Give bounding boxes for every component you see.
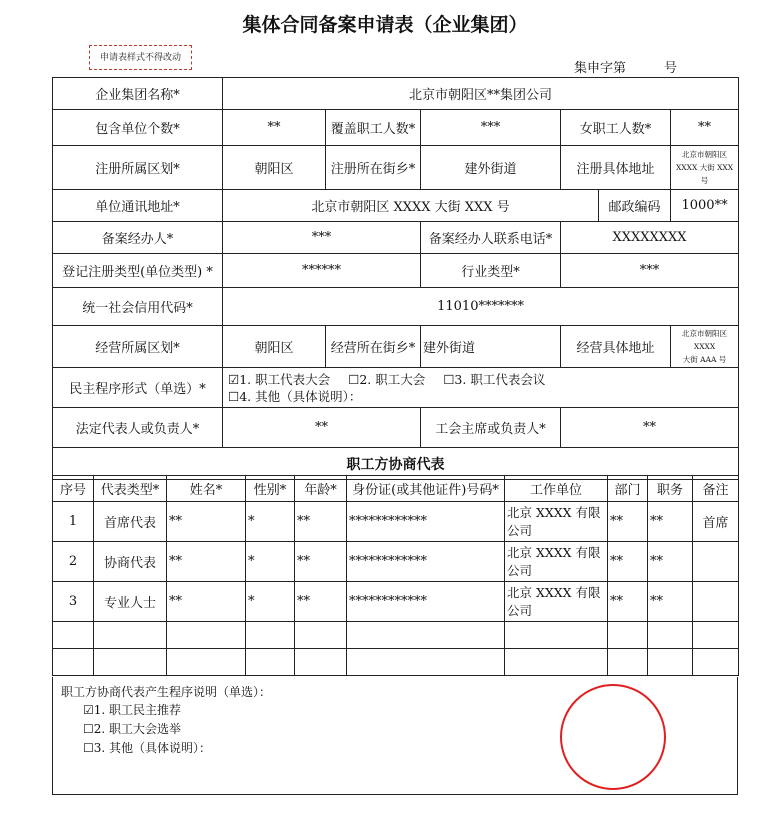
col-type: 代表类型* <box>94 476 167 502</box>
reps-section-title: 职工方协商代表 <box>53 448 739 480</box>
empty-cell[interactable] <box>648 622 693 649</box>
mail-address-label: 单位通讯地址* <box>53 190 223 222</box>
enterprise-info-table <box>52 77 739 480</box>
rep-name[interactable]: ** <box>167 502 246 542</box>
rep-unit-line1: 北京 XXXX 有限 <box>507 504 601 520</box>
rep-type[interactable]: 专业人士 <box>94 582 167 622</box>
units-value[interactable]: ** <box>223 110 326 146</box>
rep-id[interactable]: ************ <box>347 502 505 542</box>
empty-cell[interactable] <box>295 622 347 649</box>
page-title: 集体合同备案申请表（企业集团） <box>242 14 528 36</box>
rep-position[interactable]: ** <box>648 502 693 542</box>
col-unit: 工作单位 <box>505 476 608 502</box>
empty-cell[interactable] <box>53 622 94 649</box>
agent-value[interactable]: *** <box>223 222 421 254</box>
op-street-value[interactable]: 建外街道 <box>421 326 561 368</box>
rep-remark[interactable] <box>693 582 739 622</box>
rep-unit-line1: 北京 XXXX 有限 <box>507 544 601 560</box>
rep-position[interactable]: ** <box>648 542 693 582</box>
empty-cell[interactable] <box>94 622 167 649</box>
op-district-label: 经营所属区划* <box>53 326 223 368</box>
rep-unit[interactable] <box>505 542 608 582</box>
postcode-label: 邮政编码 <box>599 190 671 222</box>
procedure-option-2[interactable]: ☐2. 职工大会选举 <box>83 722 182 736</box>
empty-cell[interactable] <box>246 622 295 649</box>
col-age: 年龄* <box>295 476 347 502</box>
rep-no: 1 <box>53 502 94 542</box>
reg-type-label: 登记注册类型(单位类型) * <box>53 254 223 288</box>
rep-no: 3 <box>53 582 94 622</box>
group-name-value[interactable]: 北京市朝阳区**集团公司 <box>223 78 739 110</box>
col-no: 序号 <box>53 476 94 502</box>
democracy-option-3[interactable]: ☐3. 职工代表会议 <box>443 371 546 387</box>
rep-name[interactable]: ** <box>167 582 246 622</box>
industry-value[interactable]: *** <box>561 254 739 288</box>
col-position: 职务 <box>648 476 693 502</box>
rep-id[interactable]: ************ <box>347 542 505 582</box>
rep-unit-line2: 公司 <box>507 562 533 578</box>
rep-id[interactable]: ************ <box>347 582 505 622</box>
empty-cell[interactable] <box>347 622 505 649</box>
rep-age[interactable]: ** <box>295 582 347 622</box>
agent-label: 备案经办人* <box>53 222 223 254</box>
units-label: 包含单位个数* <box>53 110 223 146</box>
rep-gender[interactable]: * <box>246 502 295 542</box>
reg-address-line2: XXXX 大街 XXX 号 <box>675 163 734 185</box>
record-number <box>574 57 677 76</box>
rep-dept[interactable]: ** <box>608 542 648 582</box>
op-street-label: 经营所在街乡* <box>326 326 421 368</box>
empty-cell[interactable] <box>505 622 608 649</box>
empty-cell[interactable] <box>295 649 347 676</box>
reps-table <box>52 475 739 676</box>
democracy-options <box>223 368 739 408</box>
rep-no: 2 <box>53 542 94 582</box>
record-number-suffix: 号 <box>664 61 678 76</box>
empty-cell[interactable] <box>608 622 648 649</box>
mail-address-value[interactable]: 北京市朝阳区 XXXX 大街 XXX 号 <box>223 190 599 222</box>
credit-code-value[interactable]: 11010******* <box>223 288 739 326</box>
op-address-line2: 大街 AAA 号 <box>682 355 727 364</box>
legal-rep-value[interactable]: ** <box>223 408 421 448</box>
democracy-option-4[interactable]: ☐4. 其他（具体说明）： <box>228 388 362 404</box>
op-address-value[interactable] <box>671 326 739 368</box>
rep-name[interactable]: ** <box>167 542 246 582</box>
rep-remark[interactable] <box>693 542 739 582</box>
empty-cell[interactable] <box>167 622 246 649</box>
table-row <box>53 502 739 542</box>
rep-unit-line1: 北京 XXXX 有限 <box>507 584 601 600</box>
reg-district-value[interactable]: 朝阳区 <box>223 146 326 190</box>
op-address-label: 经营具体地址 <box>561 326 671 368</box>
reg-address-value[interactable] <box>671 146 739 190</box>
covered-label: 覆盖职工人数* <box>326 110 421 146</box>
reg-street-value[interactable]: 建外街道 <box>421 146 561 190</box>
form-style-note: 申请表样式不得改动 <box>89 45 192 70</box>
rep-remark[interactable]: 首席 <box>693 502 739 542</box>
empty-cell[interactable] <box>693 622 739 649</box>
group-name-label: 企业集团名称* <box>53 78 223 110</box>
empty-cell[interactable] <box>94 649 167 676</box>
col-remark: 备注 <box>693 476 739 502</box>
reg-street-label: 注册所在街乡* <box>326 146 421 190</box>
rep-unit[interactable] <box>505 582 608 622</box>
legal-rep-label: 法定代表人或负责人* <box>53 408 223 448</box>
rep-position[interactable]: ** <box>648 582 693 622</box>
postcode-value[interactable]: 1000** <box>671 190 739 222</box>
union-chair-label: 工会主席或负责人* <box>421 408 561 448</box>
col-gender: 性别* <box>246 476 295 502</box>
rep-dept[interactable]: ** <box>608 582 648 622</box>
rep-type[interactable]: 协商代表 <box>94 542 167 582</box>
rep-unit[interactable] <box>505 502 608 542</box>
col-dept: 部门 <box>608 476 648 502</box>
rep-unit-line2: 公司 <box>507 602 533 618</box>
table-row <box>53 542 739 582</box>
agent-phone-value[interactable]: XXXXXXXX <box>561 222 739 254</box>
rep-age[interactable]: ** <box>295 542 347 582</box>
table-row <box>53 582 739 622</box>
rep-gender[interactable]: * <box>246 582 295 622</box>
rep-dept[interactable]: ** <box>608 502 648 542</box>
table-row <box>53 649 739 676</box>
empty-cell[interactable] <box>648 649 693 676</box>
rep-gender[interactable]: * <box>246 542 295 582</box>
reg-address-line1: 北京市朝阳区 <box>682 150 728 159</box>
rep-type[interactable]: 首席代表 <box>94 502 167 542</box>
industry-label: 行业类型* <box>421 254 561 288</box>
official-seal-icon <box>560 684 666 790</box>
covered-value[interactable]: *** <box>421 110 561 146</box>
rep-unit-line2: 公司 <box>507 522 533 538</box>
empty-cell[interactable] <box>608 649 648 676</box>
empty-cell[interactable] <box>246 649 295 676</box>
op-address-line1: 北京市朝阳区 XXXX <box>682 329 728 351</box>
empty-cell[interactable] <box>693 649 739 676</box>
col-name: 姓名* <box>167 476 246 502</box>
empty-cell[interactable] <box>347 649 505 676</box>
democracy-option-2[interactable]: ☐2. 职工大会 <box>348 371 426 387</box>
credit-code-label: 统一社会信用代码* <box>53 288 223 326</box>
empty-cell[interactable] <box>167 649 246 676</box>
reg-address-label: 注册具体地址 <box>561 146 671 190</box>
empty-cell[interactable] <box>505 649 608 676</box>
procedure-option-1[interactable]: ☑1. 职工民主推荐 <box>83 703 182 717</box>
procedure-label: 职工方协商代表产生程序说明（单选）： <box>61 685 272 699</box>
female-value[interactable]: ** <box>671 110 739 146</box>
agent-phone-label: 备案经办人联系电话* <box>421 222 561 254</box>
democracy-label: 民主程序形式（单选）* <box>53 368 223 408</box>
procedure-option-3[interactable]: ☐3. 其他（具体说明）： <box>83 741 212 755</box>
female-label: 女职工人数* <box>561 110 671 146</box>
record-number-prefix: 集申字第 <box>574 61 627 76</box>
rep-age[interactable]: ** <box>295 502 347 542</box>
democracy-option-1[interactable]: ☑1. 职工代表大会 <box>228 371 331 387</box>
reg-district-label: 注册所属区划* <box>53 146 223 190</box>
table-row <box>53 622 739 649</box>
op-district-value[interactable]: 朝阳区 <box>223 326 326 368</box>
reg-type-value[interactable]: ****** <box>223 254 421 288</box>
union-chair-value[interactable]: ** <box>561 408 739 448</box>
empty-cell[interactable] <box>53 649 94 676</box>
col-id: 身份证(或其他证件)号码* <box>347 476 505 502</box>
